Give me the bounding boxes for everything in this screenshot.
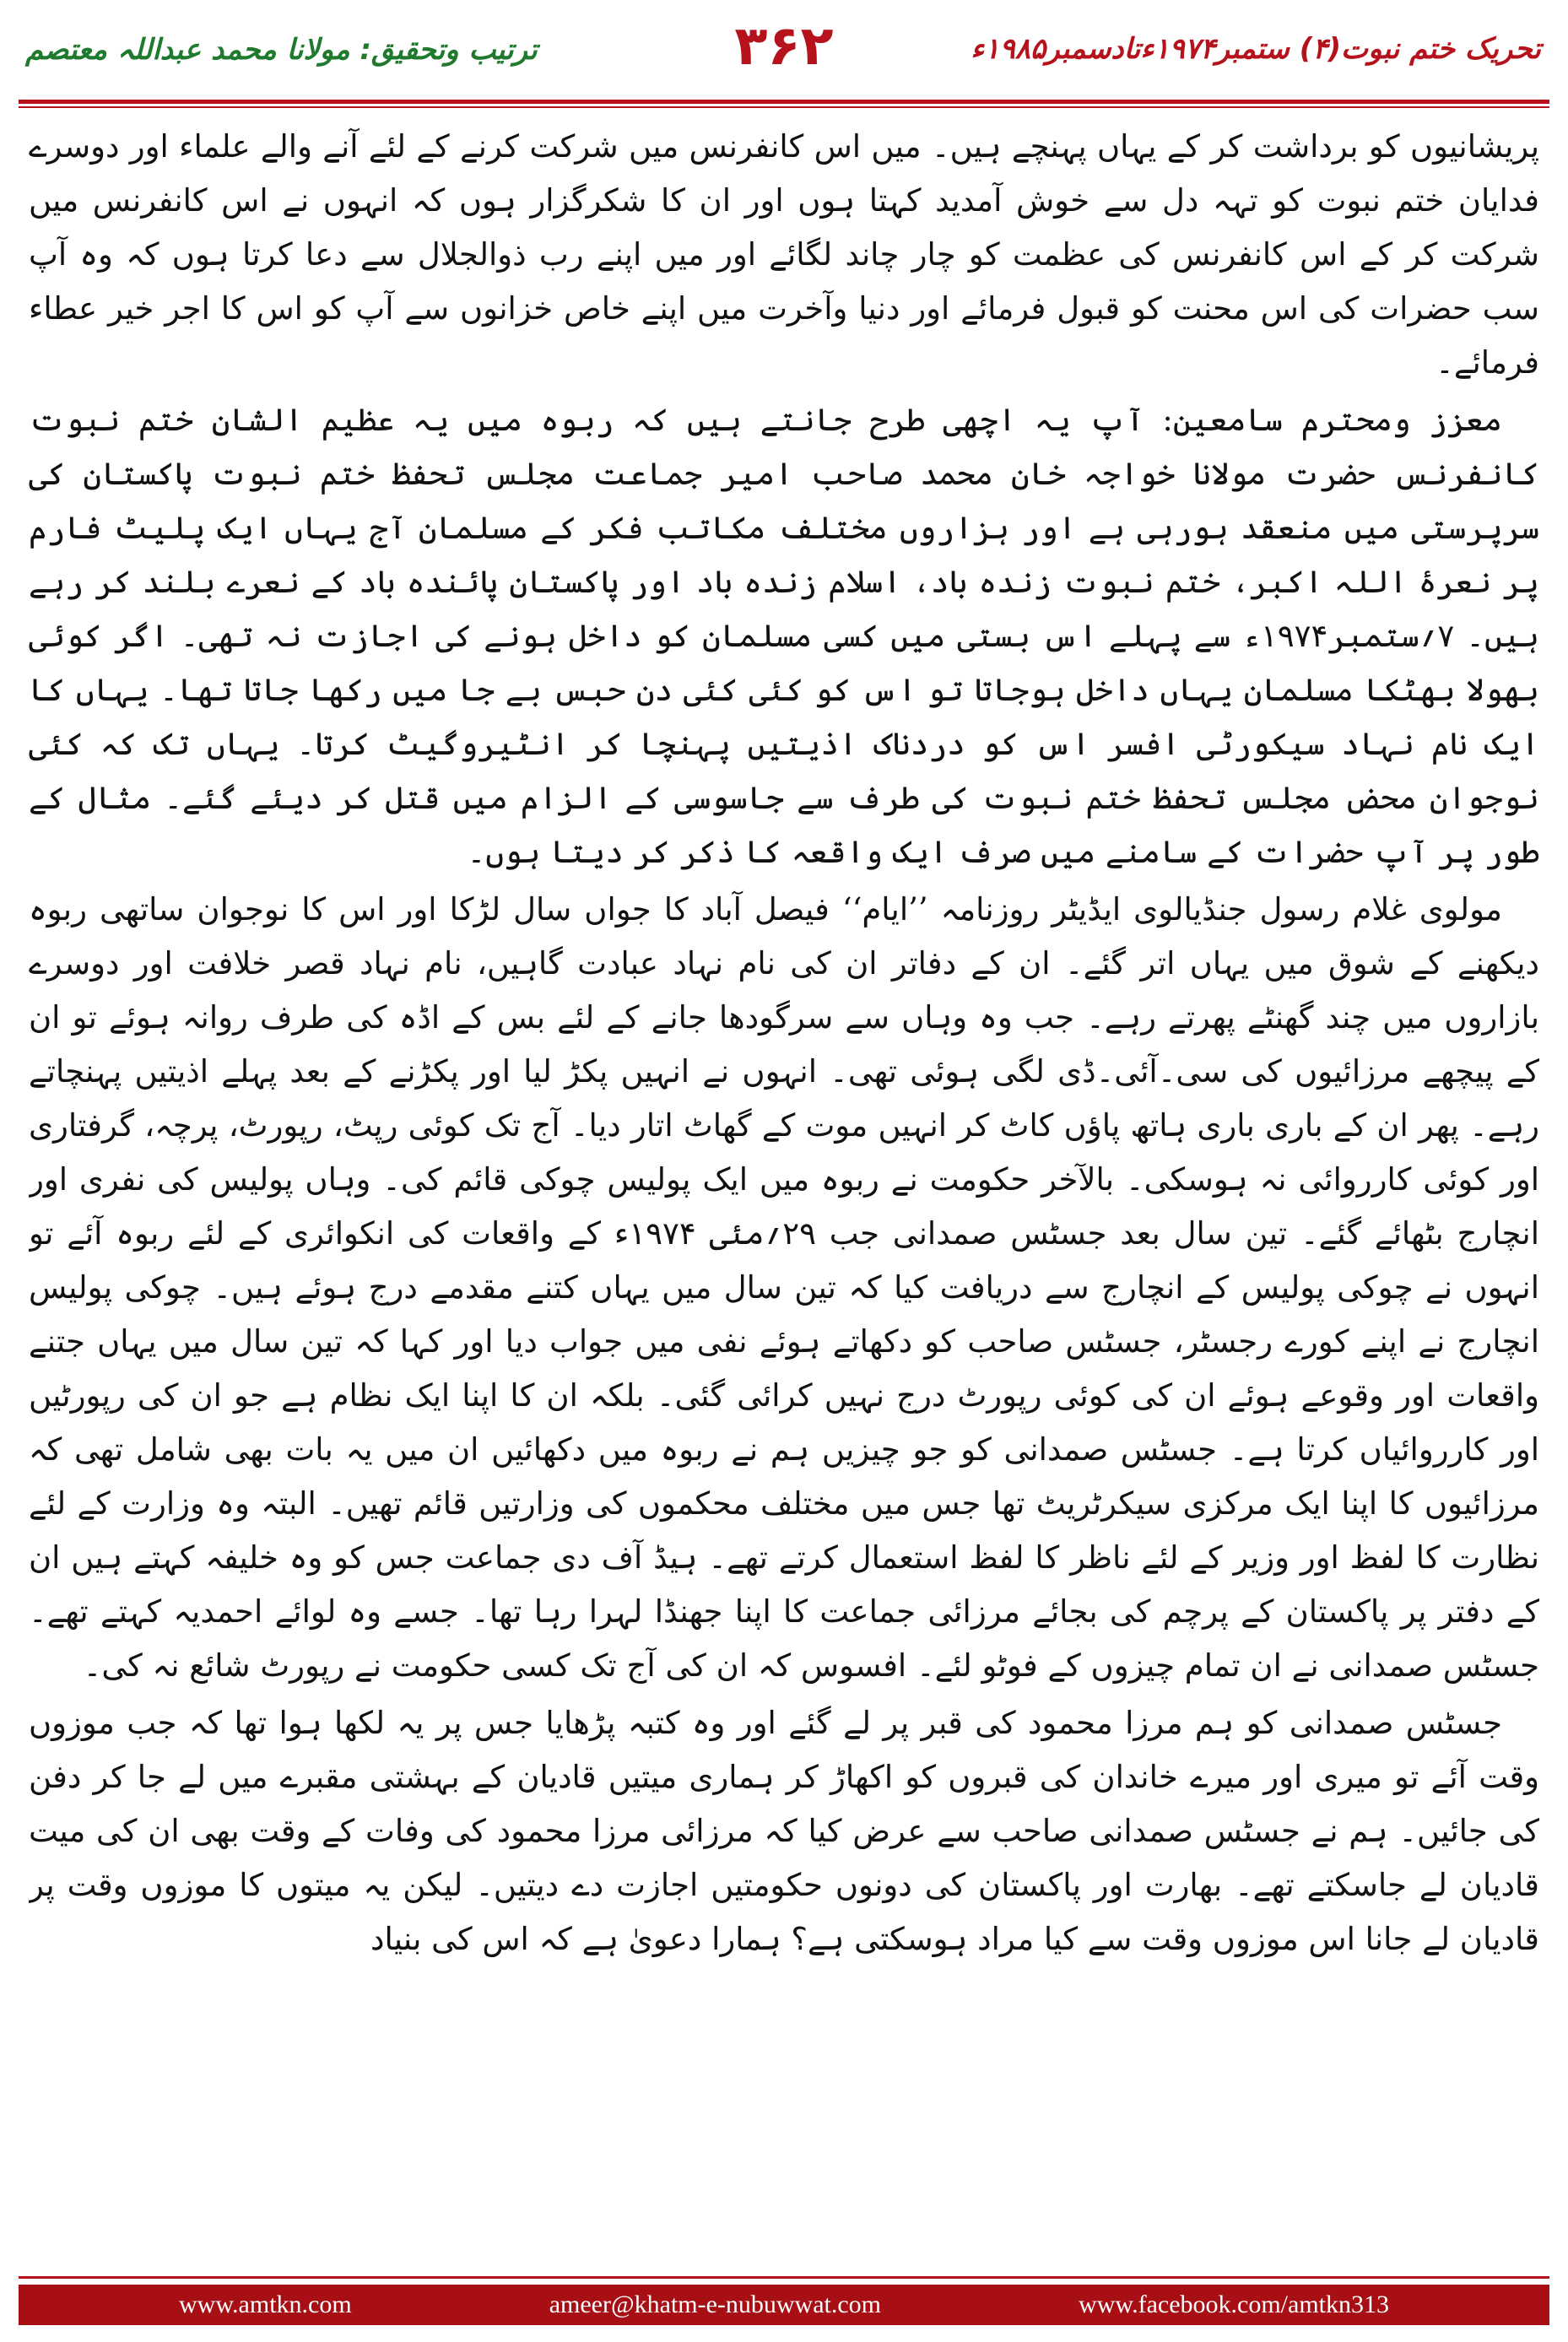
page-number: ۳۶۲: [734, 15, 834, 78]
paragraph: جسٹس صمدانی کو ہم مرزا محمود کی قبر پر لے گئے اور وہ کتبہ پڑھایا جس پر یہ لکھا ہوا تھا کہ جب موزوں وقت آئے تو میری اور میرے خاندان کی قبروں کو اکھاڑ کر ہماری میتیں قادیان کے بہشتی مقبرے میں لے جا کر دفن کی جائیں۔ ہم نے جسٹس صمدانی صاحب سے عرض کیا کہ مرزائی مرزا محمود کی وفات کے وقت بھی ان کی میت قادیان لے جاسکتے تھے۔ بھارت اور پاکستان کی دونوں حکومتیں اجازت دے دیتیں۔ لیکن یہ میتوں کا موزوں وقت پر قادیان لے جانا اس موزوں وقت سے کیا مراد ہوسکتی ہے؟ ہمارا دعویٰ ہے کہ اس کی بنیاد: [29, 1705, 1539, 1957]
paragraph: مولوی غلام رسول جنڈیالوی ایڈیٹر روزنامہ ’’ایام‘‘ فیصل آباد کا جواں سال لڑکا اور اس کا نوجوان ساتھی ربوہ دیکھنے کے شوق میں یہاں اتر گئے۔ ان کے دفاتر ان کی نام نہاد عبادت گاہیں، نام نہاد قصر خلافت اور دوسرے بازاروں میں چند گھنٹے پھرتے رہے۔ جب وہ وہاں سے سرگودھا جانے کے لئے بس کے اڈہ کی طرف روانہ ہوئے تو ان کے پیچھے مرزائیوں کی سی۔آئی۔ڈی لگی ہوئی تھی۔ انہوں نے انہیں پکڑ لیا اور پکڑنے کے بعد پہلے اذیتیں پہنچاتے رہے۔ پھر ان کے باری باری ہاتھ پاؤں کاٹ کر انہیں موت کے گھاٹ اتار دیا۔ آج تک کوئی رپٹ، رپورٹ، پرچہ، گرفتاری اور کوئی کارروائی نہ ہوسکی۔ بالآخر حکومت نے ربوہ میں ایک پولیس چوکی قائم کی۔ وہاں پولیس کی نفری اور انچارج بٹھائے گئے۔ تین سال بعد جسٹس صمدانی جب ۲۹؍مئی ۱۹۷۴ء کے واقعات کی انکوائری کے لئے ربوہ آئے تو انہوں نے چوکی پولیس کے انچارج سے دریافت کیا کہ تین سال میں یہاں کتنے مقدمے درج ہوئے ہیں۔ چوکی پولیس انچارج نے اپنے کورے رجسٹر، جسٹس صاحب کو دکھاتے ہوئے نفی میں جواب دیا اور کہا کہ تین سال میں یہاں جتنے واقعات اور وقوعے ہوئے ان کی کوئی رپورٹ درج نہیں کرائی گئی۔ بلکہ ان کا اپنا ایک نظام ہے جو ان کی رپورٹیں اور کارروائیاں کرتا ہے۔ جسٹس صمدانی کو جو چیزیں ہم نے ربوہ میں دکھائیں ان میں یہ بات بھی شامل تھی کہ مرزائیوں کا اپنا ایک مرکزی سیکرٹریٹ تھا جس میں مختلف محکموں کی وزارتیں قائم تھیں۔ البتہ وہ وزارت کے لئے نظارت کا لفظ اور وزیر کے لئے ناظر کا لفظ استعمال کرتے تھے۔ ہیڈ آف دی جماعت جس کو وہ خلیفہ کہتے ہیں ان کے دفتر پر پاکستان کے پرچم کی بجائے مرزائی جماعت کا اپنا جھنڈا لہرا رہا تھا۔ جسے وہ لوائے احمدیہ کہتے تھے۔ جسٹس صمدانی نے ان تمام چیزوں کے فوٹو لئے۔ افسوس کہ ان کی آج تک کسی حکومت نے رپورٹ شائع نہ کی۔: [29, 891, 1539, 1684]
footer-rule: [19, 2276, 1549, 2279]
email-link[interactable]: ameer@khatm-e-nubuwwat.com: [549, 2291, 882, 2318]
compiler-credit: ترتیب وتحقیق: مولانا محمد عبداللہ معتصم: [25, 33, 538, 67]
website-link[interactable]: www.amtkn.com: [179, 2291, 352, 2318]
book-title: تحریک ختم نبوت(۴) ستمبر۱۹۷۴ءتادسمبر۱۹۸۵ء: [971, 32, 1541, 66]
paragraph: پریشانیوں کو برداشت کر کے یہاں پہنچے ہیں۔ میں اس کانفرنس میں شرکت کرنے کے لئے آنے والے علماء اور دوسرے فدایان ختم نبوت کو تہہ دل سے خوش آمدید کہتا ہوں اور ان کا شکرگزار ہوں کہ انہوں نے اس کانفرنس میں شرکت کر کے اس کانفرنس کی عظمت کو چار چاند لگائے اور میں اپنے رب ذوالجلال سے دعا کرتا ہوں کہ وہ آپ سب حضرات کی اس محنت کو قبول فرمائے اور دنیا وآخرت میں اپنے خاص خزانوں سے آپ کو اس کا اجر خیر عطاء فرمائے۔: [29, 128, 1539, 381]
header-rule: [19, 100, 1549, 104]
facebook-link[interactable]: www.facebook.com/amtkn313: [1079, 2291, 1389, 2318]
footer-bar: [19, 2285, 1549, 2325]
paragraph: معزز ومحترم سامعین: آپ یہ اچھی طرح جانتے ہیں کہ ربوہ میں یہ عظیم الشان ختم نبوت کانفرنس حضرت مولانا خواجہ خان محمد صاحب امیر جماعت مجلس تحفظ ختم نبوت پاکستان کی سرپرستی میں منعقد ہورہی ہے اور ہزاروں مختلف مکاتب فکر کے مسلمان آج یہاں ایک پلیٹ فارم پر نعرۂ اللہ اکبر، ختم نبوت زندہ باد، اسلام زندہ باد اور پاکستان پائندہ باد کے نعرے بلند کر رہے ہیں۔ ۷؍ستمبر۱۹۷۴ء سے پہلے اس بستی میں کسی مسلمان کو داخل ہونے کی اجازت نہ تھی۔ اگر کوئی بھولا بھٹکا مسلمان یہاں داخل ہوجاتا تو اس کو کئی کئی دن حبس بے جا میں رکھا جاتا تھا۔ یہاں کا ایک نام نہاد سیکورٹی افسر اس کو دردناک اذیتیں پہنچا کر انٹیروگیٹ کرتا۔ یہاں تک کہ کئی نوجوان محض مجلس تحفظ ختم نبوت کی طرف سے جاسوسی کے الزام میں قتل کر دیئے گئے۔ مثال کے طور پر آپ حضرات کے سامنے میں صرف ایک واقعہ کا ذکر کر دیتا ہوں۔: [29, 402, 1539, 870]
page-header: [0, 0, 1568, 101]
page-footer: [0, 2271, 1568, 2342]
header-rule-thin: [19, 106, 1549, 108]
page-body: [29, 120, 1539, 2261]
